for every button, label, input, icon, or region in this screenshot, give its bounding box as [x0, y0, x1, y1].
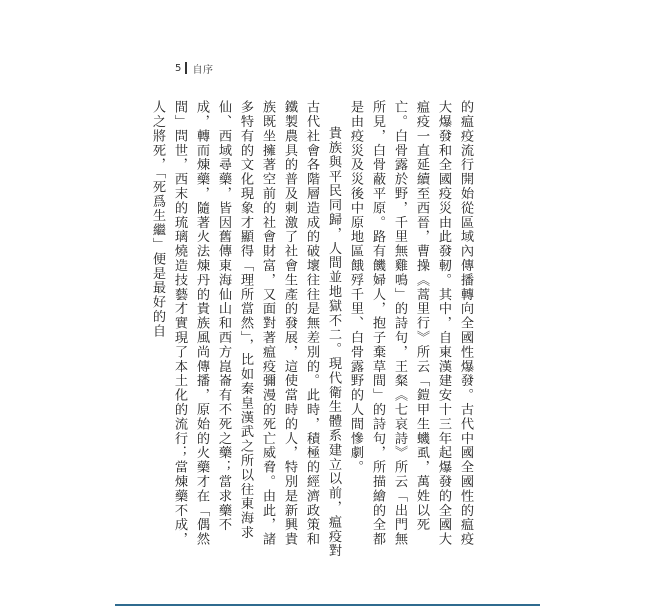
paragraph-1: 的瘟疫流行開始從區域內傳播轉向全國性爆發。古代中國全國性的瘟疫大爆發和全國疫災由此發軔。其中，自東漢建安十三年起爆發的全國大瘟疫一直延續至西晉，曹操《蒿里行》所云「鎧甲生蟣虱，萬姓以死亡。白骨露於野，千里無雞鳴」的詩句，王粲《七哀詩》所云「出門無所見，白骨蔽平原。路有饑婦人，抱子棄草間」的詩句，所描繪的全都是由疫災及災後中原地區餓殍千里、白骨露野的人間慘劇。	[348, 100, 473, 547]
page-bottom-edge	[115, 604, 540, 606]
header-divider	[185, 62, 187, 74]
paragraph-2: 貴族與平民同歸，人間並地獄不二。現代衛生體系建立以前，瘟疫對古代社會各階層造成的破壞往往是無差別的。此時，積極的經濟政策和鐵製農具的普及刺激了社會生產的發展，這使當時的人，特別是新興貴族既坐擁著空前的社會財富，又面對著瘟疫彌漫的死亡威脅。由此，諸多特有的文化現象才顯得「理所當然」，比如秦皇漢武之所以往東海求仙、西域尋藥，皆因舊傳東海仙山和西方崑崙有不死之藥；當求藥不成，轉而煉藥，隨著火法煉丹的貴族風尚傳播，原始的火藥才在「偶然間」問世，西末的琉璃燒造技藝才實現了本土化的流行；當煉藥不成，人之將死，「死爲生繼」便是最好的自	[150, 100, 341, 559]
running-header	[175, 60, 214, 76]
vertical-body-text	[150, 100, 476, 560]
page-number: 5	[175, 62, 182, 74]
chapter-title: 自序	[192, 64, 214, 76]
